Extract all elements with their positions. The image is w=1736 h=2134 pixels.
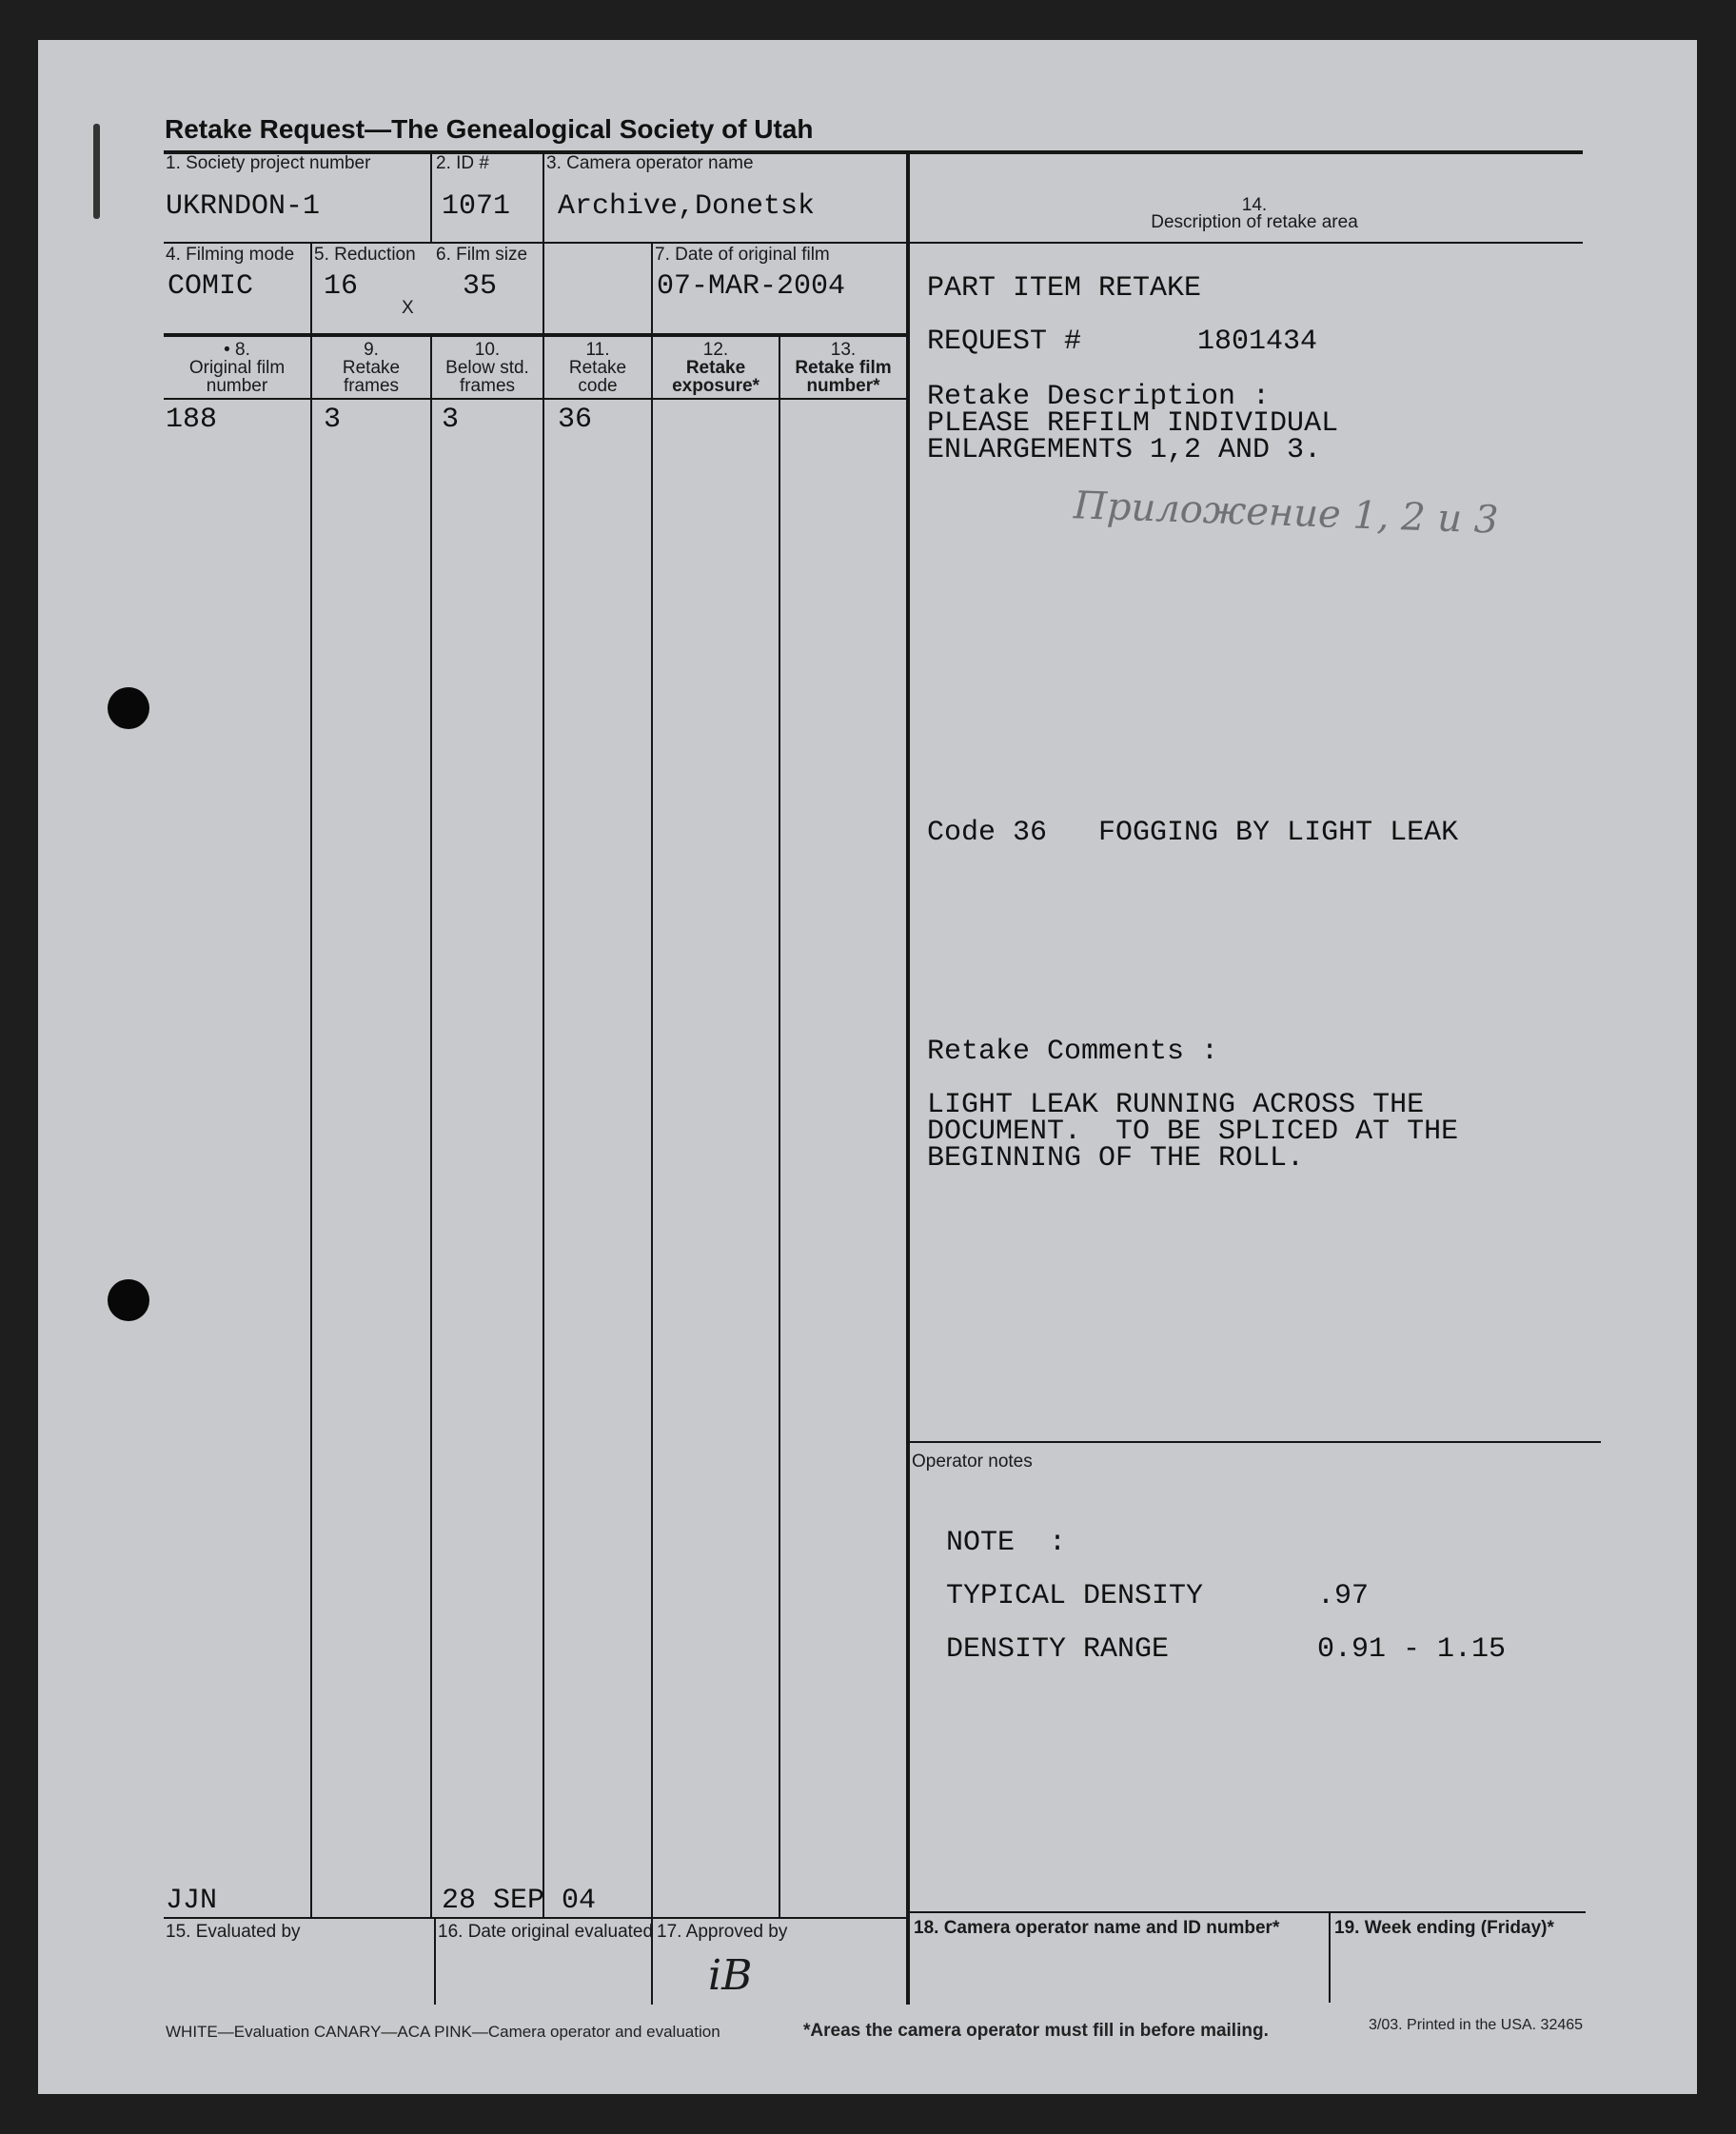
request-number: 1801434 bbox=[1197, 326, 1318, 358]
label-society-project-number: 1. Society project number bbox=[166, 153, 371, 173]
typical-density-label: TYPICAL DENSITY bbox=[946, 1580, 1204, 1612]
footer-required-note: *Areas the camera operator must fill in before mailing. bbox=[803, 2021, 1269, 2041]
retake-comment-line1: LIGHT LEAK RUNNING ACROSS THE bbox=[927, 1089, 1425, 1121]
note-label: NOTE : bbox=[946, 1527, 1067, 1559]
density-range-value: 0.91 - 1.15 bbox=[1317, 1633, 1507, 1666]
project-number-value: UKRNDON-1 bbox=[166, 190, 321, 223]
part-item-retake: PART ITEM RETAKE bbox=[927, 272, 1202, 305]
label-reduction: 5. Reduction bbox=[314, 245, 416, 265]
label-operator-notes: Operator notes bbox=[912, 1452, 1033, 1472]
original-film-number-value: 188 bbox=[166, 404, 218, 436]
retake-code-value: 36 bbox=[558, 404, 593, 436]
vline-h bbox=[434, 1917, 436, 2005]
label-camera-operator-name: 3. Camera operator name bbox=[546, 153, 754, 173]
label-retake-code-b: code bbox=[578, 376, 618, 396]
label-description-number: 14. bbox=[1241, 195, 1268, 215]
approval-initials: iB bbox=[708, 1951, 753, 2000]
retake-description-line1: PLEASE REFILM INDIVIDUAL bbox=[927, 407, 1339, 440]
density-range-label: DENSITY RANGE bbox=[946, 1633, 1170, 1666]
evaluated-by-value: JJN bbox=[166, 1885, 218, 1917]
id-value: 1071 bbox=[442, 190, 511, 223]
label-filming-mode: 4. Filming mode bbox=[166, 245, 295, 265]
vline-divider bbox=[906, 152, 910, 2005]
vline-e bbox=[430, 333, 432, 1917]
reduction-value: 16 bbox=[324, 270, 359, 303]
label-retake-frames-b: frames bbox=[343, 376, 400, 396]
label-id: 2. ID # bbox=[436, 153, 489, 173]
label-date-original-evaluated: 16. Date original evaluated bbox=[438, 1922, 654, 1942]
label-week-ending: 19. Week ending (Friday)* bbox=[1334, 1918, 1554, 1938]
binder-mark bbox=[93, 124, 100, 219]
label-retake-exposure-a: Retake bbox=[685, 358, 746, 378]
label-retake-film-number-num: 13. bbox=[830, 340, 857, 360]
label-below-std-frames-num: 10. bbox=[474, 340, 501, 360]
vline-g bbox=[779, 335, 780, 1917]
footer-printed: 3/03. Printed in the USA. 32465 bbox=[1369, 2017, 1584, 2033]
label-original-film-number-a: Original film bbox=[188, 358, 286, 378]
rule-row1 bbox=[164, 242, 1583, 244]
retake-comments-label: Retake Comments : bbox=[927, 1036, 1219, 1068]
retake-description-line2: ENLARGEMENTS 1,2 AND 3. bbox=[927, 434, 1322, 466]
label-retake-frames-num: 9. bbox=[364, 340, 379, 360]
retake-comment-line2: DOCUMENT. TO BE SPLICED AT THE bbox=[927, 1116, 1459, 1148]
reduction-x-mark: X bbox=[402, 298, 414, 318]
retake-comment-line3: BEGINNING OF THE ROLL. bbox=[927, 1142, 1305, 1175]
footer-copies: WHITE—Evaluation CANARY—ACA PINK—Camera operator and evaluation bbox=[166, 2023, 720, 2041]
handwritten-annotation: Приложение 1, 2 и 3 bbox=[1073, 484, 1500, 543]
code-line: Code 36 FOGGING BY LIGHT LEAK bbox=[927, 817, 1459, 849]
request-label: REQUEST # bbox=[927, 326, 1082, 358]
label-description-of-retake-area: Description of retake area bbox=[1151, 212, 1358, 232]
form-title: Retake Request—The Genealogical Society of Utah bbox=[165, 114, 814, 144]
vline-d bbox=[651, 242, 653, 333]
vline-19 bbox=[1329, 1911, 1331, 2003]
label-camera-operator-name-id: 18. Camera operator name and ID number* bbox=[914, 1918, 1280, 1938]
label-below-std-frames-b: frames bbox=[459, 376, 516, 396]
label-film-size: 6. Film size bbox=[436, 245, 528, 265]
top-rule bbox=[164, 150, 1583, 154]
punch-hole-bottom bbox=[108, 1279, 149, 1321]
date-evaluated-value: 28 SEP 04 bbox=[442, 1885, 597, 1917]
camera-operator-value: Archive,Donetsk bbox=[558, 190, 816, 223]
retake-frames-value: 3 bbox=[324, 404, 342, 436]
rule-operator-notes bbox=[908, 1441, 1601, 1443]
label-retake-exposure-num: 12. bbox=[702, 340, 729, 360]
label-retake-code-num: 11. bbox=[585, 340, 610, 360]
label-retake-frames-a: Retake bbox=[342, 358, 401, 378]
label-retake-code-a: Retake bbox=[568, 358, 627, 378]
rule-bottom-right bbox=[908, 1911, 1586, 1913]
vline-c bbox=[310, 242, 312, 1917]
film-size-value: 35 bbox=[463, 270, 498, 303]
below-std-frames-value: 3 bbox=[442, 404, 460, 436]
label-retake-film-number-b: number* bbox=[806, 376, 880, 396]
retake-request-form bbox=[38, 40, 1697, 2094]
typical-density-value: .97 bbox=[1317, 1580, 1370, 1612]
label-original-film-number-num: • 8. bbox=[224, 340, 250, 360]
label-evaluated-by: 15. Evaluated by bbox=[166, 1922, 301, 1942]
label-original-film-number-b: number bbox=[206, 376, 268, 396]
label-retake-film-number-a: Retake film bbox=[795, 358, 892, 378]
rule-row3 bbox=[164, 398, 908, 400]
vline-b bbox=[542, 152, 544, 1917]
label-retake-exposure-b: exposure* bbox=[672, 376, 760, 396]
filming-mode-value: COMIC bbox=[168, 270, 254, 303]
label-date-of-original-film: 7. Date of original film bbox=[655, 245, 830, 265]
vline-f bbox=[651, 335, 653, 2005]
date-original-value: 07-MAR-2004 bbox=[657, 270, 846, 303]
vline-a bbox=[430, 152, 432, 244]
retake-description-label: Retake Description : bbox=[927, 381, 1271, 413]
punch-hole-top bbox=[108, 687, 149, 729]
label-below-std-frames-a: Below std. bbox=[445, 358, 529, 378]
rule-row2 bbox=[164, 333, 908, 337]
label-approved-by: 17. Approved by bbox=[657, 1922, 788, 1942]
rule-bottom-left bbox=[164, 1917, 908, 1919]
